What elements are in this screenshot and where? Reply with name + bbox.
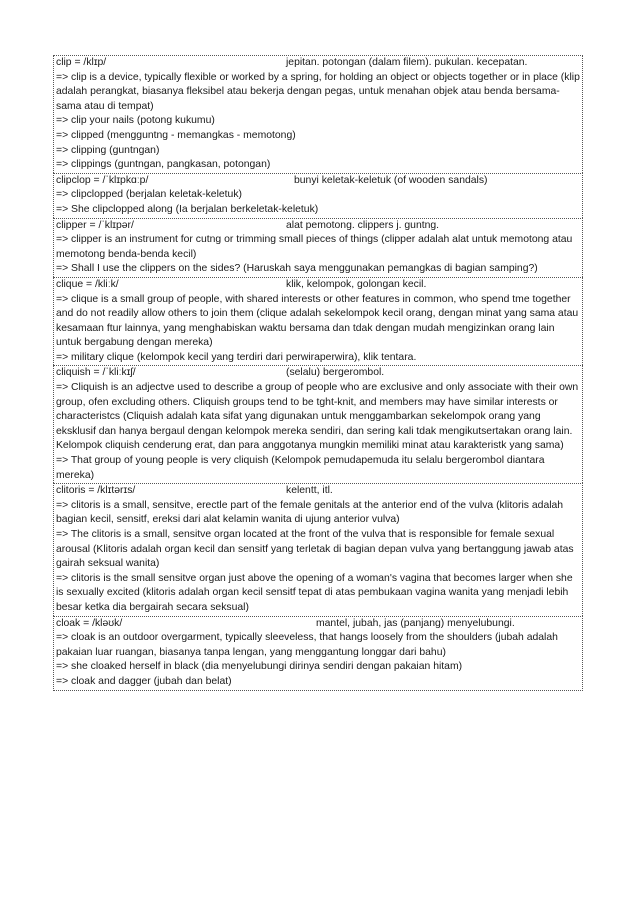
example-line: => clipper is an instrument for cutng or trimming small pieces of things (clipper adalah alat untuk memotong atau memotong benda-benda kecil) — [56, 234, 573, 260]
example-line: => Cliquish is an adjectve used to describe a group of people who are exclusive and only associate with their own group, ofen excluding others. Cliquish groups tend to be tght-knit, and members may have similar interests or characteristcs (Cliquish adalah kata sifat yang digunakan untuk menggambarkan sekelompok orang yang eksklusif dan hanya bergaul dengan kelompok mereka sendiri, dan sering kali tdak mengikutsertakan orang lain. Kelompok cliquish cenderung erat, dan para anggotanya mungkin memiliki minat atau karakteristk yang sama) — [56, 382, 579, 452]
headword-meaning: mantel, jubah, jas (panjang) menyelubungi. — [316, 617, 515, 629]
example-line: => clique is a small group of people, with shared interests or other features in common, who spend tme together and do not readily allow others to join them (clique adalah sekelompok kecil orang, dengan minat yang sama atau kesamaan ftur lainnya, yang menghabiskan waktu bersama dan tdak dengan mudah mengizinkan orang lain untuk bergabung dengan mereka) — [56, 293, 579, 349]
headword-meaning: bunyi keletak-keletuk (of wooden sandals) — [294, 174, 488, 186]
headword: cloak = /kləʊk/ — [56, 617, 123, 629]
example-line: => The clitoris is a small, sensitve organ located at the front of the vulva that is responsible for female sexual arousal (Klitoris adalah organ kecil dan sensitf yang terletak di bagian depan vulva yang bertanggung jawab atas gairah seksual wanita) — [56, 529, 574, 570]
entry-headline — [56, 56, 580, 71]
entry-headline — [56, 617, 580, 632]
example-line: => cloak and dagger (jubah dan belat) — [56, 675, 232, 687]
example-line: => That group of young people is very cliquish (Kelompok pemudapemuda itu selalu bergerombol diantara mereka) — [56, 455, 545, 481]
dictionary-entry — [53, 55, 583, 173]
entry-headline — [56, 278, 580, 293]
headword: clitoris = /klɪtərɪs/ — [56, 485, 136, 497]
headword: clip = /klɪp/ — [56, 57, 107, 68]
headword-meaning: jepitan. potongan (dalam filem). pukulan. kecepatan. — [286, 57, 528, 68]
example-line: => Shall I use the clippers on the sides? (Haruskah saya menggunakan pemangkas di bagian samping?) — [56, 263, 538, 275]
entry-headline — [56, 174, 580, 189]
entry-headline — [56, 366, 580, 381]
dictionary-entry — [53, 277, 583, 366]
example-line: => She clipclopped along (Ia berjalan berkeletak-keletuk) — [56, 203, 319, 215]
example-line: => clipclopped (berjalan keletak-keletuk) — [56, 189, 242, 201]
headword-meaning: klik, kelompok, golongan kecil. — [286, 278, 427, 290]
headword-meaning: (selalu) bergerombol. — [286, 367, 385, 379]
example-line: => she cloaked herself in black (dia menyelubungi dirinya sendiri dengan pakaian hitam) — [56, 661, 463, 673]
example-line: => clip is a device, typically flexible or worked by a spring, for holding an object or objects together or in place (klip adalah perangkat, biasanya fleksibel atau bekerja dengan pegas, untuk menahan objek atau benda bersama-sama atau di tempat) — [56, 71, 580, 112]
headword-meaning: alat pemotong. clippers j. guntng. — [286, 219, 440, 231]
example-line: => cloak is an outdoor overgarment, typically sleeveless, that hangs loosely from the shoulders (jubah adalah pakaian luar ruangan, biasanya tanpa lengan, yang menggantung longgar dari bahu) — [56, 632, 558, 658]
headword: cliquish = /ˈkliːkɪʃ/ — [56, 367, 136, 379]
headword-meaning: kelentt, itl. — [286, 485, 333, 497]
example-line: => clitoris is a small, sensitve, erectle part of the female genitals at the anterior end of the vulva (klitoris adalah bagian kecil, sensitf, ereksi dari alat kelamin wanita di ujung anterior vulva) — [56, 499, 564, 526]
dictionary-document — [53, 55, 583, 691]
entry-headline — [56, 219, 580, 234]
dictionary-entry — [53, 616, 583, 691]
headword: clipclop = /ˈklɪpkɑːp/ — [56, 174, 149, 186]
dictionary-entry — [53, 483, 583, 615]
dictionary-entry — [53, 218, 583, 277]
entry-headline — [56, 484, 580, 499]
headword: clique = /kliːk/ — [56, 278, 119, 290]
example-line: => clippings (guntngan, pangkasan, potongan) — [56, 159, 271, 171]
example-line: => military clique (kelompok kecil yang terdiri dari perwiraperwira), klik tentara. — [56, 351, 417, 363]
example-line: => clipping (guntngan) — [56, 144, 160, 156]
example-line: => clipped (mengguntng - memangkas - memotong) — [56, 129, 296, 141]
example-line: => clitoris is the small sensitve organ just above the opening of a woman's vagina that becomes larger when she is sexually excited (klitoris adalah organ kecil sensitf tepat di atas pembukaan vagina wanita yang menjadi lebih besar ketka dia bergairah secara seksual) — [56, 572, 573, 613]
dictionary-entry — [53, 173, 583, 218]
headword: clipper = /ˈklɪpər/ — [56, 219, 134, 231]
example-line: => clip your nails (potong kukumu) — [56, 115, 215, 127]
dictionary-entry — [53, 365, 583, 483]
